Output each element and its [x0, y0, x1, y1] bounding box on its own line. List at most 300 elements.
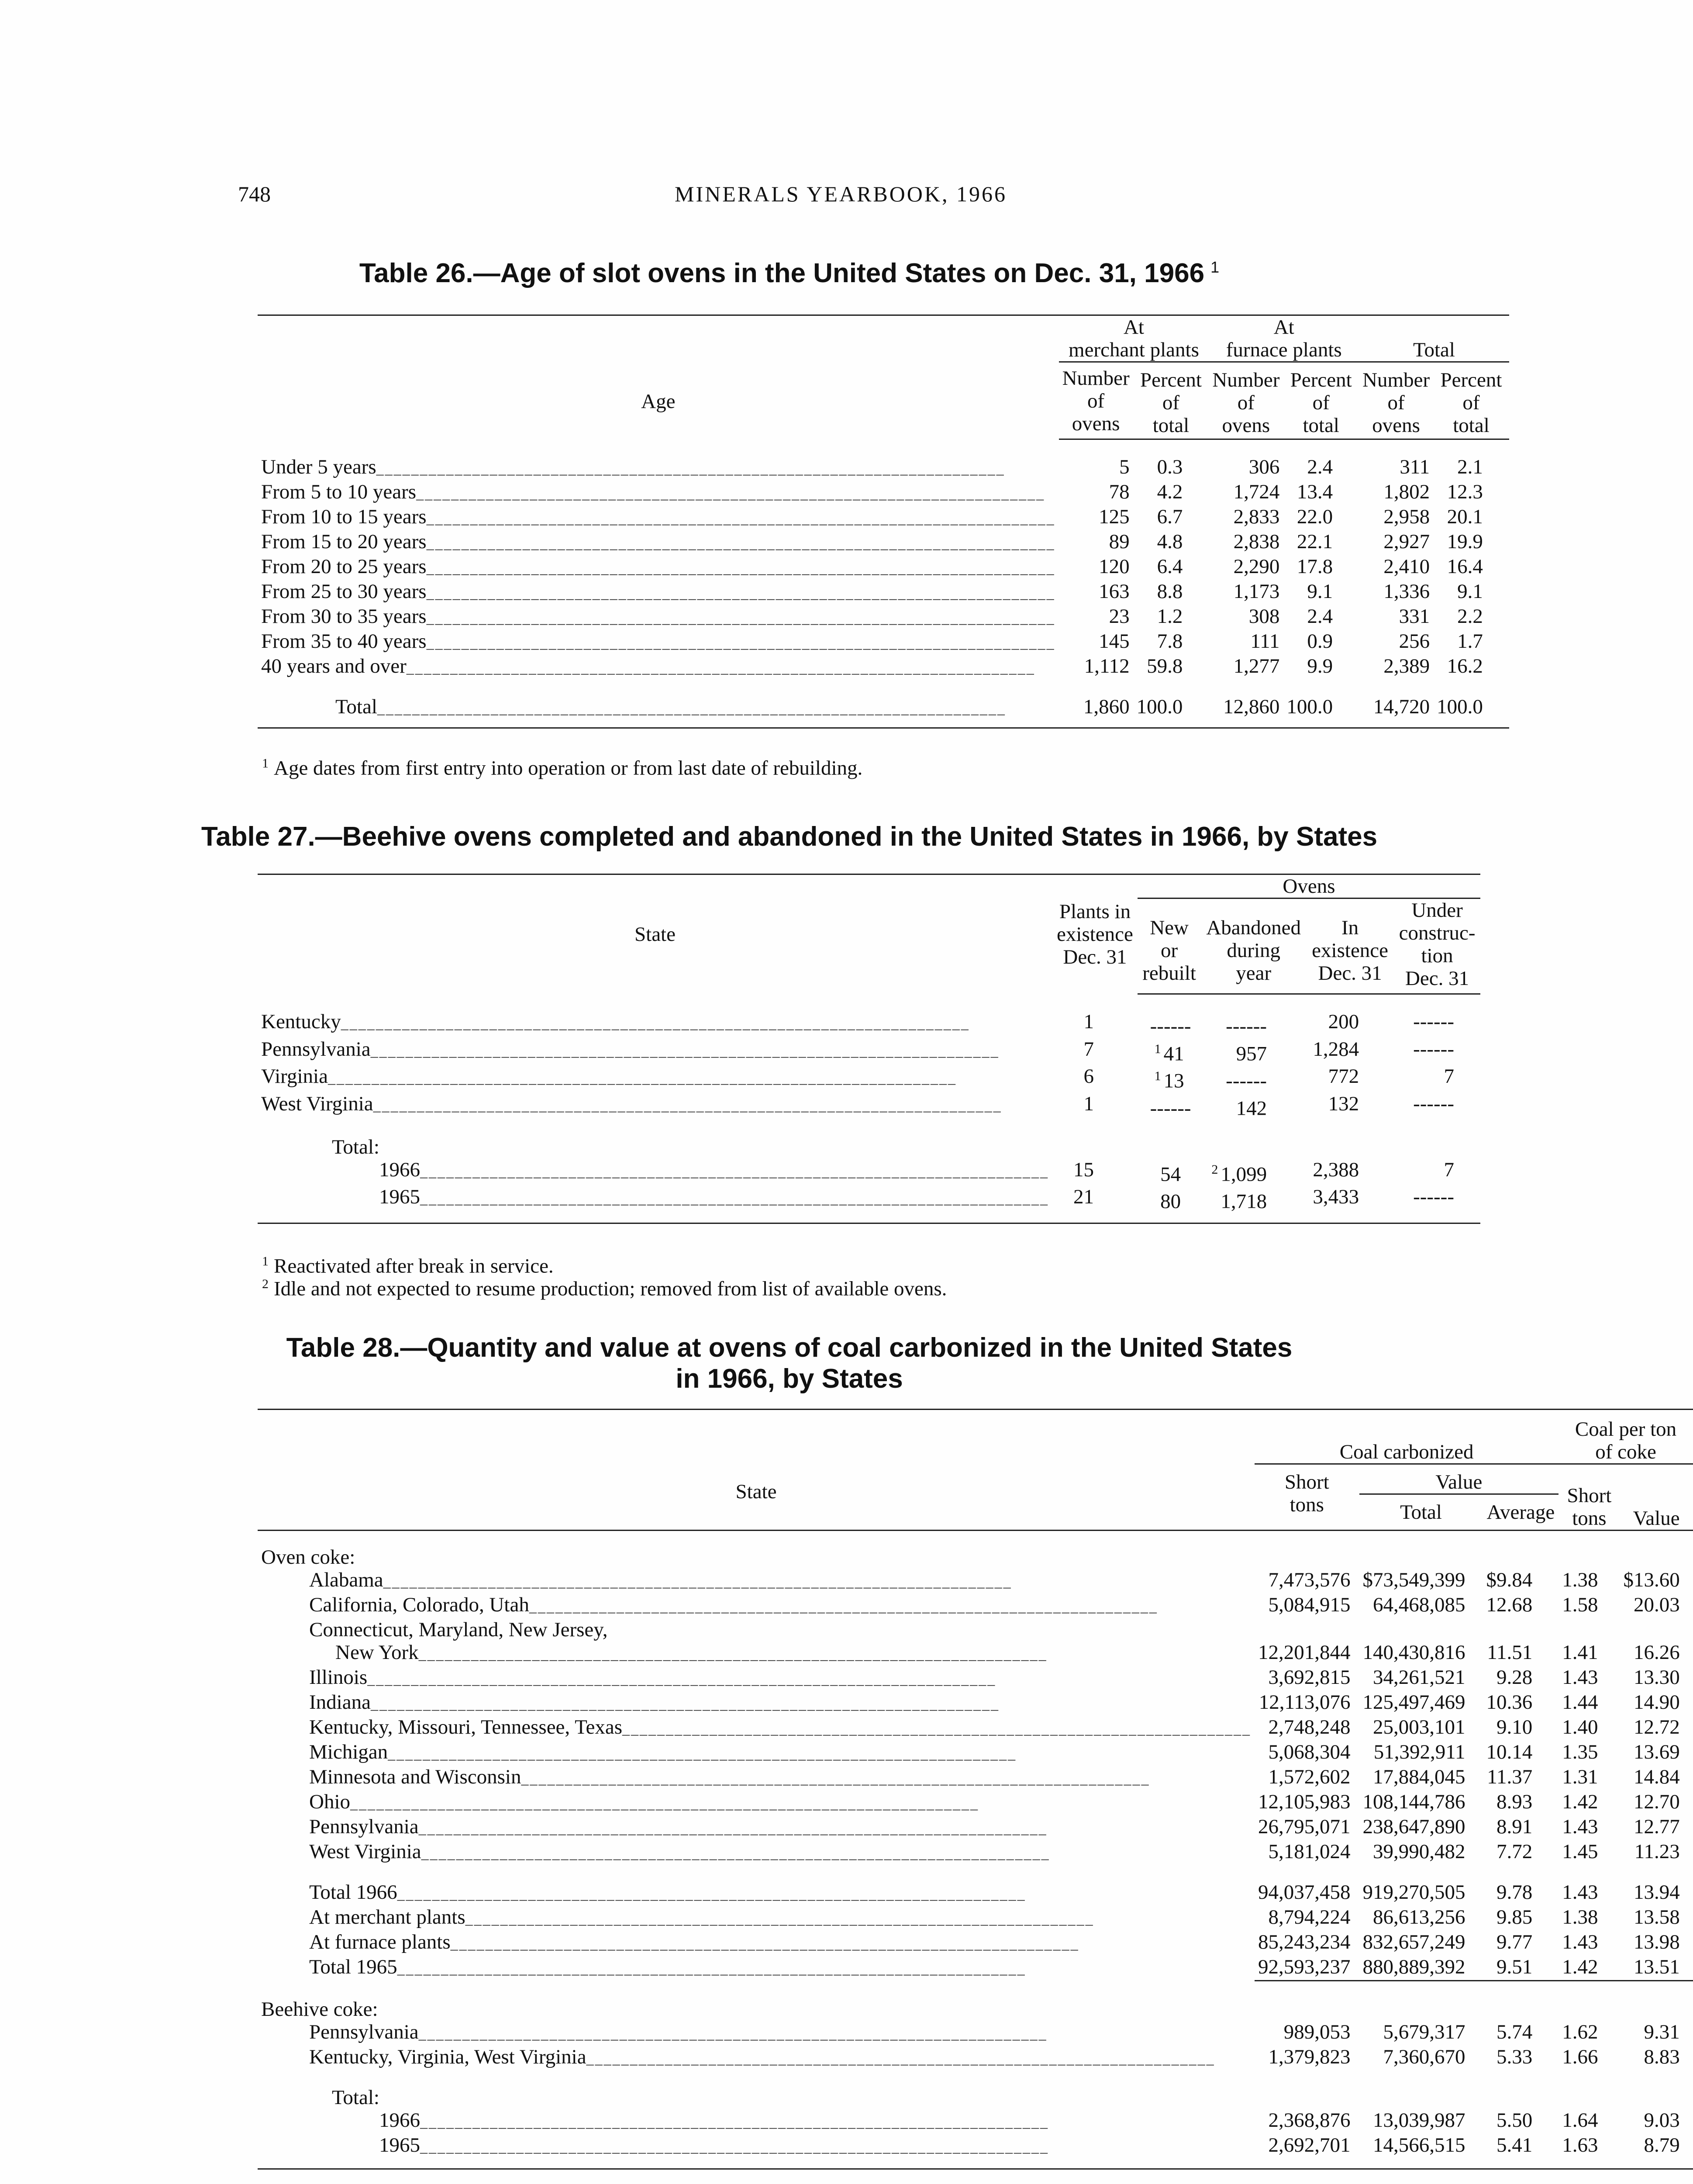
cell: 85,243,234	[1258, 1931, 1351, 1953]
abandoned-cell	[1201, 1065, 1306, 1092]
under-construction-cell: 7	[1444, 1158, 1454, 1181]
total-percent-header: Percent of total	[1433, 362, 1509, 439]
row-label-cell	[258, 1618, 1255, 1641]
row-label: Kentucky, Virginia, West Virginia _____	[261, 2046, 1251, 2070]
cell: 125,497,469	[1362, 1691, 1465, 1714]
row-label-cell	[258, 456, 1059, 480]
cell: 311	[1400, 456, 1430, 478]
cell: 12.70	[1634, 1790, 1680, 1813]
cell: 5	[1119, 456, 1130, 478]
row-label: West Virginia _____	[261, 1092, 1049, 1117]
footnote-mark: 1	[262, 1254, 269, 1268]
cell: 12.3	[1447, 480, 1483, 503]
total-cell: 100.0	[1283, 695, 1359, 728]
row-label-cell	[258, 1092, 1052, 1120]
total-cell: 100.0	[1133, 695, 1209, 728]
cell: 9.78	[1496, 1881, 1533, 1904]
table-row	[258, 1010, 1480, 1038]
plants-cell: 7	[1083, 1037, 1094, 1061]
new-cell	[1138, 1010, 1201, 1038]
cell: 1.66	[1562, 2045, 1598, 2068]
table-row	[258, 2134, 1693, 2159]
cell: 8.8	[1157, 580, 1183, 603]
row-label-cell	[258, 1906, 1255, 1931]
cell: 2,368,876	[1268, 2108, 1351, 2132]
page-number: 748	[238, 182, 271, 206]
cell: 111	[1250, 630, 1280, 653]
row-label: 1966 _____	[261, 1158, 1049, 1183]
table-26	[258, 314, 1509, 729]
table-row	[258, 580, 1509, 605]
row-label: 40 years and over _____	[261, 655, 1055, 680]
age-col-header: Age	[258, 315, 1059, 439]
cell: 51,392,911	[1373, 1741, 1465, 1763]
cell: 1.31	[1562, 1766, 1598, 1788]
cell: 2,389	[1383, 655, 1430, 677]
table-27-caption: Table 27.—Beehive ovens completed and abandoned in the United States in 1966, by States	[201, 822, 1378, 852]
cell: 3,692,815	[1268, 1666, 1351, 1689]
table-row	[258, 1593, 1693, 1618]
cell: 6.7	[1157, 505, 1183, 528]
cell: 1,173	[1233, 580, 1280, 603]
cell: 145	[1099, 630, 1130, 653]
cell: 89	[1109, 530, 1130, 553]
row-label: At furnace plants _____	[261, 1931, 1251, 1956]
cell: 11.51	[1487, 1641, 1533, 1664]
ovens-group-header: Ovens	[1138, 874, 1480, 898]
cell: 9.51	[1483, 1956, 1559, 1980]
cell: 78	[1109, 480, 1130, 503]
cell: 9.1	[1457, 580, 1483, 603]
abandoned-cell	[1201, 1010, 1306, 1038]
cell: 86,613,256	[1373, 1906, 1465, 1928]
cell: 2,410	[1383, 555, 1430, 578]
cell: 1,277	[1233, 655, 1280, 677]
row-label-cell	[258, 1741, 1255, 1766]
cell: 1.62	[1562, 2020, 1598, 2043]
row-label-cell	[258, 1065, 1052, 1092]
row-label: Total _____	[261, 695, 1055, 720]
cell: 9.10	[1496, 1716, 1533, 1738]
row-label: Minnesota and Wisconsin _____	[261, 1766, 1251, 1790]
cell: 1.45	[1562, 1840, 1598, 1863]
row-label-cell	[258, 1185, 1052, 1213]
plants-cell: 21	[1073, 1185, 1094, 1209]
cell: 1.38	[1562, 1569, 1598, 1591]
new-cell	[1138, 1185, 1201, 1213]
table-28-caption	[0, 1332, 1579, 1395]
table-row	[258, 505, 1509, 530]
cell: 5,084,915	[1268, 1593, 1351, 1616]
cell: 5,679,317	[1383, 2020, 1465, 2043]
cell: 14.90	[1634, 1691, 1680, 1714]
cell: 2.1	[1457, 456, 1483, 478]
merchant-percent-header: Percent of total	[1133, 362, 1209, 439]
cell: 8.83	[1644, 2045, 1680, 2068]
cell: 331	[1399, 605, 1430, 628]
row-label-cell	[258, 2109, 1255, 2134]
row-label: Connecticut, Maryland, New Jersey,	[309, 1618, 608, 1641]
footnote-ref: 2	[1211, 1162, 1218, 1177]
row-label-cell	[258, 1956, 1255, 1980]
cell: 9.77	[1496, 1931, 1533, 1953]
cell: 26,795,071	[1258, 1815, 1351, 1838]
row-label: 1965 _____	[261, 2134, 1251, 2159]
footnote-mark: 1	[262, 756, 269, 771]
cell: 989,053	[1283, 2020, 1351, 2043]
footnote-text: Idle and not expected to resume production; removed from list of available ovens.	[274, 1277, 947, 1300]
cell: 120	[1099, 555, 1130, 578]
row-label: Virginia _____	[261, 1065, 1049, 1090]
under-construction-col-header: Under construc- tion Dec. 31	[1394, 898, 1480, 994]
cell: 1.41	[1562, 1641, 1598, 1664]
cell: 9.31	[1644, 2020, 1680, 2043]
table-row	[258, 1790, 1693, 1815]
table-28-caption-line-1: Table 28.—Quantity and value at ovens of coal carbonized in the United States	[286, 1333, 1293, 1363]
cell: 20.1	[1447, 505, 1483, 528]
cell: 17.8	[1296, 555, 1333, 578]
row-label-cell	[258, 1641, 1255, 1666]
cell: 1.42	[1559, 1956, 1620, 1980]
table-row	[258, 1185, 1480, 1213]
table-row	[258, 1956, 1693, 1980]
under-construction-cell: ------	[1413, 1010, 1454, 1033]
table-row	[258, 2046, 1693, 2070]
cell-value: ------	[1150, 1097, 1191, 1120]
abandoned-cell	[1201, 1092, 1306, 1120]
row-label-cell	[258, 695, 1059, 728]
value-total-header: Total	[1400, 1501, 1442, 1524]
row-label-cell	[258, 1790, 1255, 1815]
cell: 8,794,224	[1268, 1906, 1351, 1928]
table-26-caption-note: 1	[1210, 258, 1220, 276]
total-cell: 12,860	[1209, 695, 1283, 728]
row-label: Kentucky, Missouri, Tennessee, Texas _____	[261, 1716, 1251, 1741]
state-col-header: State	[258, 1410, 1255, 1531]
row-label-cell	[258, 555, 1059, 580]
cell: 1.43	[1562, 1666, 1598, 1689]
cell: 14.84	[1634, 1766, 1680, 1788]
table-row	[258, 456, 1509, 480]
cell-value: 80	[1160, 1190, 1181, 1213]
total-cell: 100.0	[1433, 695, 1509, 728]
cell: 1,724	[1233, 480, 1280, 503]
row-label-cell	[258, 505, 1059, 530]
cell: 1.43	[1562, 1815, 1598, 1838]
cell-value: 957	[1236, 1042, 1267, 1065]
plants-col-header: Plants in existence Dec. 31	[1052, 874, 1138, 994]
merchant-number-header: Number of ovens	[1059, 362, 1133, 439]
row-label-cell	[258, 480, 1059, 505]
footnote-text: Age dates from first entry into operation or from last date of rebuilding.	[274, 757, 863, 780]
row-label-cell	[258, 1881, 1255, 1906]
cell: 12,113,076	[1259, 1691, 1351, 1714]
value-2-header: Value	[1633, 1507, 1680, 1530]
cell: 2,833	[1233, 505, 1280, 528]
cell: 5.41	[1496, 2133, 1533, 2156]
cell: 25,003,101	[1373, 1716, 1465, 1738]
cell: 5,068,304	[1268, 1741, 1351, 1763]
cell: 9.1	[1307, 580, 1333, 603]
row-label: Under 5 years _____	[261, 456, 1055, 480]
cell: 5.50	[1496, 2108, 1533, 2132]
cell: 1.63	[1562, 2133, 1598, 2156]
row-label: From 35 to 40 years _____	[261, 630, 1055, 655]
cell: 9.9	[1307, 655, 1333, 677]
cell-value: 13	[1163, 1069, 1184, 1092]
cell-value: 1,718	[1221, 1190, 1267, 1213]
beehive-coke-label: Beehive coke:	[261, 1997, 378, 2021]
table-27-footnote-2	[262, 1273, 947, 1300]
row-label: At merchant plants _____	[261, 1906, 1251, 1931]
row-label-cell	[258, 2021, 1255, 2046]
row-label-cell	[258, 1158, 1052, 1186]
cell: 1.44	[1562, 1691, 1598, 1714]
row-label-cell	[258, 2046, 1255, 2070]
table-row	[258, 1065, 1480, 1092]
furnace-group-header: At furnace plants	[1209, 315, 1359, 362]
cell: 12,105,983	[1258, 1790, 1351, 1813]
furnace-percent-header: Percent of total	[1283, 362, 1359, 439]
cell: 306	[1248, 456, 1280, 478]
cell: 919,270,505	[1362, 1881, 1465, 1904]
row-label: Pennsylvania _____	[261, 2021, 1251, 2046]
table-row	[258, 630, 1509, 655]
existence-cell: 1,284	[1313, 1037, 1359, 1061]
cell: 59.8	[1147, 655, 1183, 677]
cell: 8.91	[1496, 1815, 1533, 1838]
plants-cell: 6	[1083, 1065, 1094, 1088]
cell: 12.77	[1634, 1815, 1680, 1838]
new-cell	[1138, 1092, 1201, 1120]
existence-cell: 2,388	[1313, 1158, 1359, 1181]
cell: 1,572,602	[1268, 1766, 1351, 1788]
cell: 1.7	[1457, 630, 1483, 653]
cell: 5,181,024	[1268, 1840, 1351, 1863]
cell: 2.2	[1457, 605, 1483, 628]
cell: 1.38	[1562, 1906, 1598, 1928]
cell: 20.03	[1634, 1593, 1680, 1616]
short-tons-header: Short tons	[1284, 1471, 1329, 1516]
cell-value: ------	[1226, 1015, 1267, 1038]
table-row	[258, 1158, 1480, 1186]
cell: 9.85	[1496, 1906, 1533, 1928]
row-label-cell	[258, 1010, 1052, 1038]
cell: 1.42	[1562, 1790, 1598, 1813]
row-label-cell	[258, 655, 1059, 680]
footnote-text: Reactivated after break in service.	[274, 1254, 554, 1278]
cell: 1.40	[1562, 1716, 1598, 1738]
cell: 1,112	[1084, 655, 1130, 677]
cell-value: 54	[1160, 1163, 1181, 1186]
table-row	[258, 1815, 1693, 1840]
cell: 22.1	[1296, 530, 1333, 553]
table-28-total-label: Total:	[332, 2086, 379, 2109]
table-row	[258, 1741, 1693, 1766]
table-row	[258, 605, 1509, 630]
row-label-cell	[258, 1931, 1255, 1956]
cell: 16.4	[1447, 555, 1483, 578]
row-label: From 10 to 15 years _____	[261, 505, 1055, 530]
cell: 34,261,521	[1373, 1666, 1465, 1689]
row-label: From 5 to 10 years _____	[261, 480, 1055, 505]
merchant-group-header: At merchant plants	[1059, 315, 1209, 362]
cell: 16.2	[1447, 655, 1483, 677]
new-col-header: New or rebuilt	[1138, 898, 1201, 994]
cell: 19.9	[1447, 530, 1483, 553]
cell: 2,958	[1383, 505, 1430, 528]
cell: 7,360,670	[1383, 2045, 1465, 2068]
row-label: From 25 to 30 years _____	[261, 580, 1055, 605]
cell: 7,473,576	[1268, 1569, 1351, 1591]
plants-cell: 1	[1083, 1092, 1094, 1115]
cell: 2,692,701	[1268, 2133, 1351, 2156]
table-row	[258, 1931, 1693, 1956]
cell-value: 142	[1236, 1097, 1267, 1120]
cell: 7.8	[1157, 630, 1183, 653]
cell: 1.35	[1562, 1741, 1598, 1763]
cell: 1.64	[1562, 2108, 1598, 2132]
table-row	[258, 1618, 1693, 1641]
table-28	[258, 1409, 1693, 2170]
under-construction-cell: 7	[1444, 1065, 1454, 1088]
row-label-cell	[258, 530, 1059, 555]
cell: 1,336	[1383, 580, 1430, 603]
cell: 163	[1099, 580, 1130, 603]
cell: 39,990,482	[1373, 1840, 1465, 1863]
cell: 94,037,458	[1258, 1881, 1351, 1904]
abandoned-cell	[1201, 1185, 1306, 1213]
total-cell: 1,860	[1059, 695, 1133, 728]
cell: 9.28	[1496, 1666, 1533, 1689]
cell: 0.3	[1157, 456, 1183, 478]
row-label: Total 1965 _____	[261, 1956, 1251, 1980]
table-row	[258, 1881, 1693, 1906]
cell: 6.4	[1157, 555, 1183, 578]
cell-value: ------	[1150, 1015, 1191, 1038]
cell-value: 1,099	[1221, 1163, 1267, 1186]
existence-col-header: In existence Dec. 31	[1306, 898, 1394, 994]
cell-value: 41	[1163, 1042, 1184, 1065]
cell: $9.84	[1486, 1569, 1533, 1591]
table-26-group-header	[258, 315, 1509, 362]
cell: 2.4	[1307, 605, 1333, 628]
cell: 22.0	[1296, 505, 1333, 528]
cell-value: ------	[1226, 1069, 1267, 1092]
row-label-cell	[258, 1691, 1255, 1716]
cell: 108,144,786	[1362, 1790, 1465, 1813]
cell: 13.98	[1634, 1931, 1680, 1953]
cell: 10.36	[1486, 1691, 1533, 1714]
cell: 14,566,515	[1373, 2133, 1465, 2156]
state-col-header: State	[258, 874, 1052, 994]
footnote-ref: 1	[1154, 1041, 1161, 1056]
cell: $73,549,399	[1362, 1569, 1465, 1591]
row-label-cell	[258, 2134, 1255, 2159]
cell: 238,647,890	[1362, 1815, 1465, 1838]
table-row	[258, 1666, 1693, 1691]
value-group-header: Value	[1359, 1464, 1559, 1494]
total-number-header: Number of ovens	[1359, 362, 1433, 439]
row-label: From 30 to 35 years _____	[261, 605, 1055, 630]
cell: 11.23	[1634, 1840, 1680, 1863]
table-26-caption	[0, 258, 1579, 289]
cell: 11.37	[1487, 1766, 1533, 1788]
cell: 2,838	[1233, 530, 1280, 553]
row-label-cell	[258, 1038, 1052, 1065]
row-label-cell	[258, 1569, 1255, 1593]
existence-cell: 3,433	[1313, 1185, 1359, 1209]
total-group-header: Total	[1359, 315, 1509, 362]
new-cell	[1138, 1038, 1201, 1065]
plants-cell: 1	[1083, 1010, 1094, 1033]
row-label: 1965 _____	[261, 1185, 1049, 1210]
abandoned-col-header: Abandoned during year	[1201, 898, 1306, 994]
under-construction-cell: ------	[1413, 1092, 1454, 1115]
table-26-total-row	[258, 695, 1509, 728]
cell: 13.4	[1296, 480, 1333, 503]
row-label-cell	[258, 580, 1059, 605]
row-label-cell	[258, 1716, 1255, 1741]
row-label: From 15 to 20 years _____	[261, 530, 1055, 555]
under-construction-cell: ------	[1413, 1037, 1454, 1061]
cell: 17,884,045	[1373, 1766, 1465, 1788]
cell: 4.2	[1157, 480, 1183, 503]
cell: 13,039,987	[1373, 2108, 1465, 2132]
cell: 9.03	[1644, 2108, 1680, 2132]
cell: $13.60	[1623, 1569, 1680, 1591]
running-title: MINERALS YEARBOOK, 1966	[675, 182, 1007, 206]
cell: 1.2	[1157, 605, 1183, 628]
short-tons-2-header: Short tons	[1567, 1484, 1612, 1530]
row-label-cell	[258, 605, 1059, 630]
new-cell	[1138, 1065, 1201, 1092]
table-row	[258, 2109, 1693, 2134]
cell: 2,290	[1233, 555, 1280, 578]
oven-coke-label: Oven coke:	[261, 1546, 355, 1569]
row-label: Ohio _____	[261, 1790, 1251, 1815]
footnote-mark: 2	[262, 1277, 269, 1291]
cell: 125	[1099, 505, 1130, 528]
cell: 23	[1109, 605, 1130, 628]
table-27	[258, 874, 1480, 1224]
cell: 1,802	[1383, 480, 1430, 503]
cell: 1.58	[1562, 1593, 1598, 1616]
cell: 256	[1399, 630, 1430, 653]
table-27-total-label: Total:	[332, 1135, 379, 1158]
cell: 8.93	[1496, 1790, 1533, 1813]
coal-per-ton-header: Coal per ton of coke	[1559, 1410, 1693, 1464]
existence-cell: 132	[1328, 1092, 1359, 1115]
table-row	[258, 1569, 1693, 1593]
table-26-footnote	[262, 752, 862, 780]
cell: 10.14	[1486, 1741, 1533, 1763]
table-26-caption-text: Table 26.—Age of slot ovens in the United States on Dec. 31, 1966	[359, 258, 1205, 288]
cell: 5.33	[1496, 2045, 1533, 2068]
cell: 4.8	[1157, 530, 1183, 553]
value-average-header: Average	[1486, 1501, 1555, 1524]
row-label: Kentucky _____	[261, 1010, 1049, 1035]
row-label: From 20 to 25 years _____	[261, 555, 1055, 580]
new-cell	[1138, 1158, 1201, 1186]
row-label: West Virginia _____	[261, 1840, 1251, 1865]
cell: 13.58	[1634, 1906, 1680, 1928]
row-label: Alabama _____	[261, 1569, 1251, 1593]
cell: 13.69	[1634, 1741, 1680, 1763]
cell: 5.74	[1496, 2020, 1533, 2043]
table-row	[258, 1840, 1693, 1865]
table-28-caption-line-2: in 1966, by States	[676, 1364, 903, 1394]
